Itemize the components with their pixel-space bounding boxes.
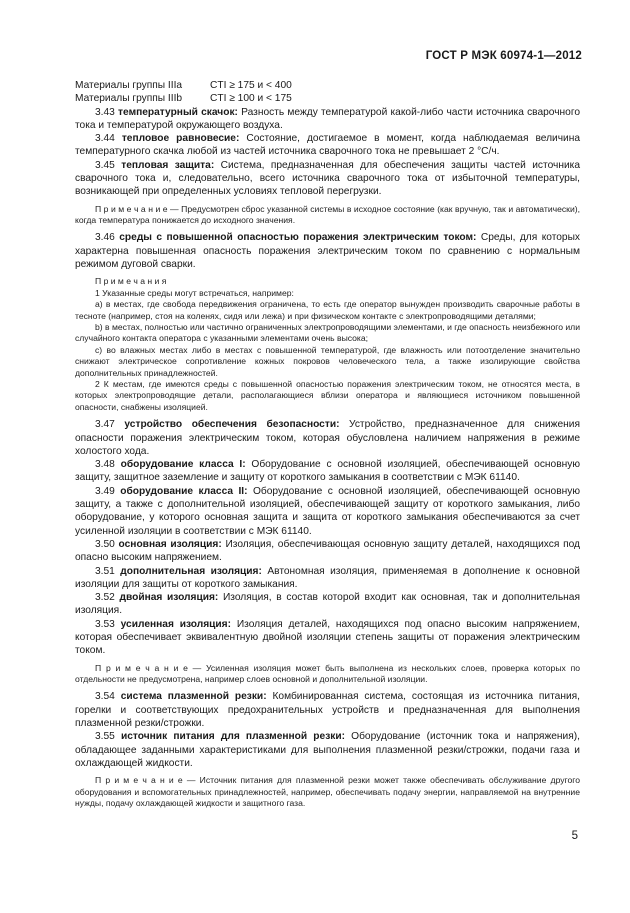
note-text: — Предусмотрен сброс указанной системы в исходное состояние (как вручную, так и автоматически), когда температура понижается до исходного значения. <box>75 203 580 226</box>
clause-number: 3.55 <box>95 731 115 743</box>
clause-number: 3.49 <box>95 485 115 497</box>
clause-number: 3.52 <box>95 592 115 604</box>
clause-number: 3.48 <box>95 459 115 471</box>
term: устройство обеспечения безопасности: <box>124 419 340 431</box>
definition-3-52 <box>75 591 580 618</box>
note-item-a: а) в местах, где свобода передвижения ограничена, то есть где оператор вынужден производить сварочные работы в тесноте (например, стоя на коленях, сидя или лежа) и при физическом контакте с электропроводящими деталями; <box>75 299 580 321</box>
definition-3-54 <box>75 690 580 730</box>
material-row <box>75 92 580 105</box>
term: двойная изоляция: <box>119 592 219 604</box>
note-item-b: b) в местах, полностью или частично ограниченных электропроводящими элементами, и где опасность неизбежного или случайного контакта оператора с указанными элементами очень высока; <box>75 322 581 344</box>
page-number: 5 <box>571 830 578 842</box>
term: дополнительная изоляция: <box>120 565 262 577</box>
note-text: — Источник питания для плазменной резки может также обеспечивать обслуживание другого оборудования и вспомогательных принадлежностей, например, обеспечивать подачу энергии, направляемой на внутренние нужды, подачу охлаждающей жидкости и защитного газа. <box>75 775 580 808</box>
standard-header: ГОСТ Р МЭК 60974-1—2012 <box>425 50 582 62</box>
term: тепловая защита: <box>121 159 215 171</box>
notes-label: П р и м е ч а н и я <box>95 276 167 287</box>
definition-text: Устройство, предназначенное для снижения опасности поражения электрическим током, которая обусловлена наличием напряжения в режиме холостого хода. <box>75 419 580 457</box>
term: среды с повышенной опасностью поражения электрическим током: <box>119 232 477 244</box>
definition-text: Автономная изоляция, применяемая в дополнение к основной изоляции для защиты от короткого замыкания. <box>75 565 580 590</box>
definition-text: Комбинированная система, состоящая из источника питания, горелки и соответствующих предохранительных устройств и предназначенная для выполнения плазменной резки/строжки. <box>75 691 580 729</box>
term: оборудование класса II: <box>120 485 248 497</box>
clause-number: 3.50 <box>95 538 115 550</box>
term: источник питания для плазменной резки: <box>120 731 346 743</box>
definition-3-43 <box>75 106 580 133</box>
material-name: Материалы группы IIIb <box>75 93 183 105</box>
clause-number: 3.46 <box>95 232 115 244</box>
clause-number: 3.45 <box>95 159 115 171</box>
definition-3-50 <box>75 538 580 565</box>
note-item-1: 1 Указанные среды могут встречаться, например: <box>95 287 294 298</box>
definition-text: Состояние, достигаемое в момент, когда наблюдаемая величина температурного скачка любой из частей источника сварочного тока не превышает 2 °С/ч. <box>75 133 580 158</box>
definition-text: Изоляция, обеспечивающая основную защиту деталей, находящихся под опасно высоким напряжением. <box>75 538 580 564</box>
note-label: П р и м е ч а н и е <box>95 203 168 214</box>
term: оборудование класса I: <box>120 459 246 471</box>
note-item-c: с) во влажных местах либо в местах с повышенной температурой, где влажность или потоотделение значительно снижают электрическое сопротивление кожных покровов человеческого тела, а также изолирующие свойства дополнительных принадлежностей. <box>75 344 580 378</box>
note-text: — Усиленная изоляция может быть выполнена из нескольких слоев, проверка которых по отдельности не предусмотрена, например слоев основной и дополнительной изоляции. <box>75 662 581 684</box>
definition-3-49 <box>75 485 580 538</box>
definition-3-44 <box>75 132 580 159</box>
clause-number: 3.54 <box>95 691 115 703</box>
definition-3-51 <box>75 565 580 592</box>
term: система плазменной резки: <box>120 691 267 703</box>
note-item-2: 2 К местам, где имеются среды с повышенной опасностью поражения электрическим током, не относятся места, в которых электропроводящие детали, располагающиеся вблизи оператора и являющиеся источником повышенной опасности, снабжены изоляцией. <box>75 379 580 412</box>
definition-text: Разность между температурой какой-либо части источника сварочного тока и температурой окружающего воздуха. <box>75 106 580 131</box>
material-row <box>75 79 580 92</box>
definition-text: Среды, для которых характерна повышенная опасность поражения электрическим током по сравнению с нормальным режимом дуговой сварки. <box>75 232 581 271</box>
definition-3-47 <box>75 418 580 458</box>
definition-text: Оборудование (источник тока и напряжения), обладающее заданными характеристиками для выполнения плазменной резки/строжки, подачи газа и охлаждающей жидкости. <box>75 731 580 769</box>
material-cti: CTI ≥ 100 и < 175 <box>210 93 292 105</box>
note-3-55 <box>75 775 580 809</box>
note-label: П р и м е ч а н и е <box>95 775 183 786</box>
clause-number: 3.47 <box>95 419 115 431</box>
definition-3-45 <box>75 159 580 199</box>
definition-3-55 <box>75 730 580 770</box>
clause-number: 3.43 <box>95 106 115 118</box>
material-name: Материалы группы IIIa <box>75 80 183 91</box>
clause-number: 3.53 <box>95 618 115 630</box>
term: тепловое равновесие: <box>121 133 240 145</box>
definition-3-48 <box>75 458 580 485</box>
term: температурный скачок: <box>118 106 238 118</box>
term: усиленная изоляция: <box>120 618 232 630</box>
definition-3-53 <box>75 618 580 658</box>
definition-text: Система, предназначенная для обеспечения защиты частей источника сварочного тока и, следовательно, всего источника сварочного тока от избыточной температуры, возникающей при определенных условиях тепловой перегрузки. <box>75 159 580 198</box>
definition-text: Оборудование с основной изоляцией, обеспечивающей основную защиту, защитное заземление и защиту от короткого замыкания в соответствии с МЭК 61140. <box>75 459 580 484</box>
note-3-45 <box>75 204 580 227</box>
note-3-53 <box>75 663 580 686</box>
clause-number: 3.44 <box>95 133 115 145</box>
note-label: П р и м е ч а н и е <box>95 662 188 673</box>
definition-3-46 <box>75 231 580 271</box>
clause-number: 3.51 <box>95 565 115 577</box>
page-content <box>75 79 580 809</box>
definition-text: Изоляция, в состав которой входит как основная, так и дополнительная изоляция. <box>75 592 580 617</box>
definition-text: Оборудование с основной изоляцией, обеспечивающей основную защиту, а также с дополнительной изоляцией, обеспечивающей защиту от короткого замыкания, либо оборудование, у которого основная защита и защита от короткого замыкания обеспечиваются за счет усиленной изоляции в соответствии с МЭК 61140. <box>75 485 580 537</box>
material-cti: CTI ≥ 175 и < 400 <box>210 80 292 91</box>
term: основная изоляция: <box>118 538 222 550</box>
definition-text: Изоляция деталей, находящихся под опасно высоким напряжением, которая обеспечивает эквивалентную двойной изоляции степень защиты от поражения электрическим током. <box>75 618 580 657</box>
